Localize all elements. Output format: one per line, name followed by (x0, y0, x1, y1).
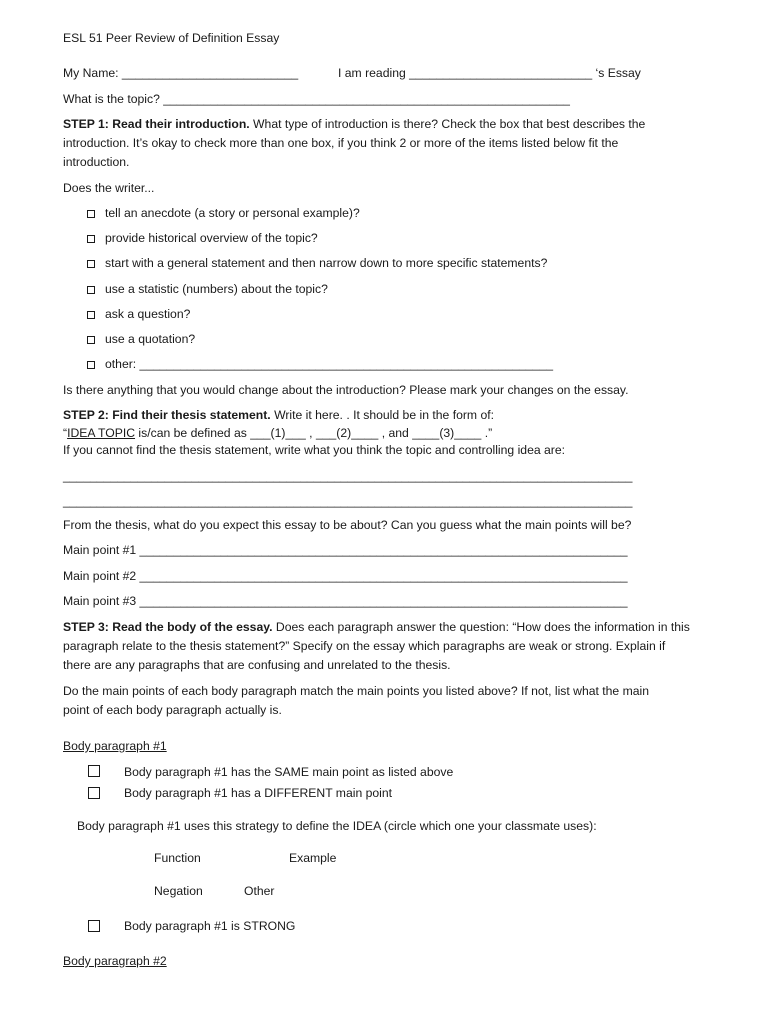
step3-text-3: there are any paragraphs that are confusing and unrelated to the thesis. (63, 658, 451, 672)
different-main-point-checkbox[interactable] (88, 787, 100, 799)
option-label: start with a general statement and then narrow down to more specific statements? (105, 256, 548, 270)
option-quotation[interactable] (87, 332, 195, 347)
topic-field: What is the topic? ____________________________________________________________ (63, 92, 570, 106)
match-question-2: point of each body paragraph actually is. (63, 703, 282, 717)
checkbox-icon[interactable] (87, 336, 95, 344)
main-point-2: Main point #2 ________________________________________________________________________ (63, 569, 628, 583)
form-mid-text: is/can be defined as (135, 426, 251, 440)
blank-1: ___(1)___ (250, 426, 306, 440)
thesis-answer-line-2: ____________________________________________________________________________________ (63, 494, 633, 508)
checkbox-icon[interactable] (87, 361, 95, 369)
option-other[interactable] (87, 357, 553, 372)
strategy-other[interactable]: Other (244, 884, 275, 898)
document-title: ESL 51 Peer Review of Definition Essay (63, 31, 280, 45)
same-main-point-label: Body paragraph #1 has the SAME main point as listed above (124, 765, 454, 779)
if-cannot-find-text: If you cannot find the thesis statement, write what you think the topic and controlling idea are: (63, 443, 566, 457)
option-label: use a statistic (numbers) about the topic? (105, 282, 328, 296)
expect-question: From the thesis, what do you expect this essay to be about? Can you guess what the main points will be? (63, 518, 632, 532)
strong-label: Body paragraph #1 is STRONG (124, 919, 296, 933)
main-point-1: Main point #1 ________________________________________________________________________ (63, 543, 628, 557)
step2-text: Write it here. . It should be in the form of: (270, 408, 495, 422)
strong-checkbox[interactable] (88, 920, 100, 932)
option-question[interactable] (87, 307, 190, 322)
change-introduction-question: Is there anything that you would change about the introduction? Please mark your changes on the essay. (63, 383, 629, 397)
step3-heading: STEP 3: Read the body of the essay. (63, 620, 273, 634)
step2-heading: STEP 2: Find their thesis statement. (63, 408, 271, 422)
checkbox-icon[interactable] (87, 235, 95, 243)
body-paragraph-2-heading: Body paragraph #2 (63, 954, 167, 968)
step1-line1 (63, 117, 645, 132)
step2-line1 (63, 408, 494, 423)
body-paragraph-1-heading: Body paragraph #1 (63, 739, 167, 753)
does-writer-label: Does the writer... (63, 181, 155, 195)
option-label: use a quotation? (105, 332, 196, 346)
option-label: tell an anecdote (a story or personal example)? (105, 206, 360, 220)
option-historical[interactable] (87, 231, 318, 246)
checkbox-icon[interactable] (87, 286, 95, 294)
match-question-1: Do the main points of each body paragraph match the main points you listed above? If not, list what the main (63, 684, 650, 698)
strategy-function[interactable]: Function (154, 851, 201, 865)
quote-open: “ (63, 426, 68, 440)
checkbox-icon[interactable] (87, 311, 95, 319)
thesis-form-line (63, 426, 492, 441)
step1-text-3: introduction. (63, 155, 130, 169)
quote-close: .” (481, 426, 493, 440)
my-name-field: My Name: __________________________ (63, 66, 299, 80)
strategy-negation[interactable]: Negation (154, 884, 203, 898)
reading-field: I am reading ___________________________ ‘s Essay (338, 66, 641, 80)
blank-2: ___(2)____ (315, 426, 379, 440)
main-point-3: Main point #3 ________________________________________________________________________ (63, 594, 628, 608)
strategy-question: Body paragraph #1 uses this strategy to define the IDEA (circle which one your classmate uses): (77, 819, 597, 833)
different-main-point-label: Body paragraph #1 has a DIFFERENT main point (124, 786, 393, 800)
step3-text-2: paragraph relate to the thesis statement?” Specify on the essay which paragraphs are weak or strong. Explain if (63, 639, 666, 653)
thesis-answer-line-1: ____________________________________________________________________________________ (63, 469, 633, 483)
step3-text-1: Does each paragraph answer the question: “How does the information in this (272, 620, 690, 634)
step3-line1 (63, 620, 690, 635)
option-general-statement[interactable] (87, 256, 547, 271)
option-label: ask a question? (105, 307, 191, 321)
checkbox-icon[interactable] (87, 260, 95, 268)
strategy-example[interactable]: Example (289, 851, 337, 865)
checkbox-icon[interactable] (87, 210, 95, 218)
same-main-point-checkbox[interactable] (88, 765, 100, 777)
separator-1: , (305, 426, 316, 440)
step1-text-1: What type of introduction is there? Check the box that best describes the (249, 117, 646, 131)
separator-2: , and (378, 426, 413, 440)
option-label: other: _____________________________________________________________ (105, 357, 554, 371)
option-anecdote[interactable] (87, 206, 360, 221)
step1-text-2: introduction. It’s okay to check more than one box, if you think 2 or more of the items listed below fit the (63, 136, 619, 150)
idea-topic-label: IDEA TOPIC (67, 426, 136, 440)
step1-heading: STEP 1: Read their introduction. (63, 117, 250, 131)
blank-3: ____(3)____ (412, 426, 482, 440)
option-statistic[interactable] (87, 282, 328, 297)
option-label: provide historical overview of the topic? (105, 231, 318, 245)
